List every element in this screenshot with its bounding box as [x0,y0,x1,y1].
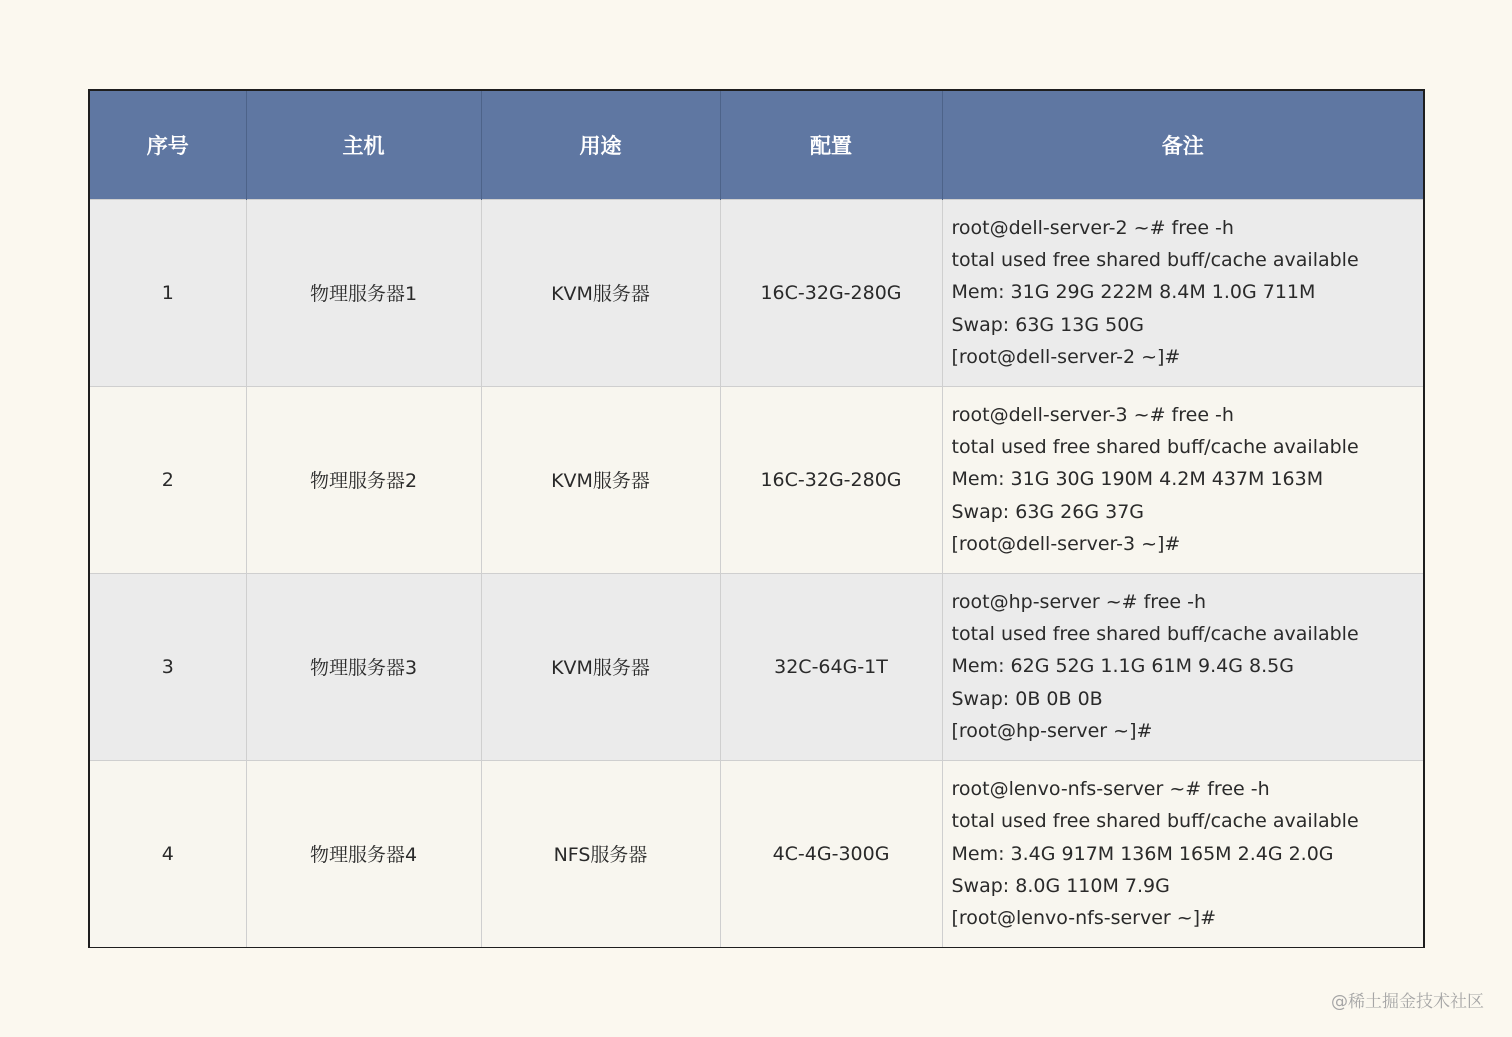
note-line: [root@hp-server ~]# [951,719,1153,742]
note-line: Swap: 0B 0B 0B [951,687,1103,710]
cell-purpose: KVM服务器 [481,386,720,573]
table-header-row [90,91,1423,199]
cell-notes [942,386,1423,573]
cell-notes [942,573,1423,760]
note-line: total used free shared buff/cache available [951,249,1359,272]
note-line: Mem: 62G 52G 1.1G 61M 9.4G 8.5G [951,655,1294,678]
cell-host: 物理服务器4 [246,760,481,947]
note-line: total used free shared buff/cache available [951,623,1359,646]
cell-config: 4C-4G-300G [720,760,942,947]
cell-index: 3 [90,573,246,760]
cell-index: 2 [90,386,246,573]
note-line: root@lenvo-nfs-server ~# free -h [951,778,1270,800]
cell-host: 物理服务器3 [246,573,481,760]
header-index: 序号 [90,91,246,199]
header-host: 主机 [246,91,481,199]
server-table-container [88,89,1425,948]
note-line: Swap: 8.0G 110M 7.9G [951,874,1170,897]
server-table [90,91,1423,947]
cell-host: 物理服务器1 [246,199,481,386]
cell-purpose: NFS服务器 [481,760,720,947]
cell-index: 1 [90,199,246,386]
note-line: Mem: 31G 30G 190M 4.2M 437M 163M [951,468,1324,491]
cell-config: 16C-32G-280G [720,386,942,573]
note-line: root@dell-server-2 ~# free -h [951,216,1234,239]
cell-config: 32C-64G-1T [720,573,942,760]
note-line: Swap: 63G 13G 50G [951,313,1145,336]
cell-index: 4 [90,760,246,947]
cell-host: 物理服务器2 [246,386,481,573]
note-line: Mem: 31G 29G 222M 8.4M 1.0G 711M [951,281,1316,304]
note-line: total used free shared buff/cache available [951,436,1359,459]
cell-purpose: KVM服务器 [481,573,720,760]
note-line: Swap: 63G 26G 37G [951,500,1145,523]
table-row [90,199,1423,386]
header-config: 配置 [720,91,942,199]
cell-config: 16C-32G-280G [720,199,942,386]
table-row [90,760,1423,947]
note-line: total used free shared buff/cache available [951,810,1359,833]
cell-notes [942,760,1423,947]
note-line: root@dell-server-3 ~# free -h [951,403,1234,426]
note-line: Mem: 3.4G 917M 136M 165M 2.4G 2.0G [951,842,1334,865]
note-line: [root@dell-server-3 ~]# [951,532,1181,555]
header-purpose: 用途 [481,91,720,199]
cell-purpose: KVM服务器 [481,199,720,386]
note-line: [root@lenvo-nfs-server ~]# [951,907,1217,930]
watermark: @稀土掘金技术社区 [1331,992,1484,1012]
header-notes: 备注 [942,91,1423,199]
cell-notes [942,199,1423,386]
table-row [90,386,1423,573]
note-line: [root@dell-server-2 ~]# [951,345,1181,368]
table-row [90,573,1423,760]
note-line: root@hp-server ~# free -h [951,590,1207,613]
